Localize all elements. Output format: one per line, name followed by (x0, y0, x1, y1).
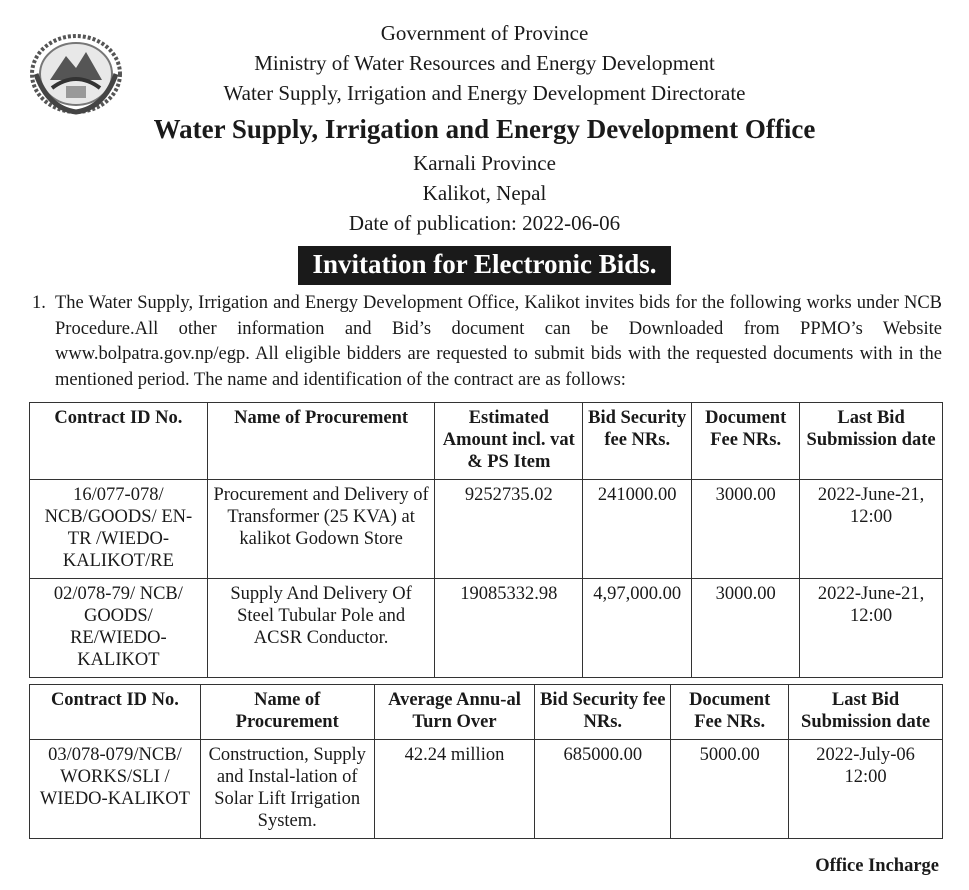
table-cell: 16/077-078/ NCB/GOODS/ EN-TR /WIEDO-KALIKOT/RE (30, 480, 208, 579)
publication-date: Date of publication: 2022-06-06 (348, 211, 621, 235)
works-contract-table (29, 684, 943, 839)
notice-banner: Invitation for Electronic Bids. (298, 246, 670, 285)
header-cell: Name of Procurement (200, 685, 374, 740)
header-cell: Bid Security fee NRs. (535, 685, 671, 740)
table-cell: 9252735.02 (435, 480, 583, 579)
goods-contract-table (29, 402, 943, 678)
ministry-line: Ministry of Water Resources and Energy Development (254, 51, 715, 75)
table-cell: 02/078-79/ NCB/ GOODS/ RE/WIEDO-KALIKOT (30, 579, 208, 678)
notice-paragraph (32, 291, 942, 393)
table-cell: 241000.00 (583, 480, 692, 579)
table-header-row (30, 685, 943, 740)
header-cell: Bid Security fee NRs. (583, 403, 692, 480)
header-cell: Contract ID No. (30, 685, 201, 740)
table-cell: 5000.00 (671, 740, 789, 839)
table-cell: 2022-July-06 12:00 (789, 740, 943, 839)
table-cell: 3000.00 (692, 480, 800, 579)
paragraph-text: The Water Supply, Irrigation and Energy Development Office, Kalikot invites bids for the following works under NCB Procedure.All other information and Bid’s document can be Downloaded from PPMO’s Website www.bolpatra.gov.np/egp. All eligible bidders are requested to submit bids with the requested documents with in the mentioned period. The name and identification of the contract are as follows: (55, 293, 942, 390)
header-cell: Name of Procurement (207, 403, 435, 480)
paragraph-number: 1. (32, 293, 46, 313)
table-cell: 19085332.98 (435, 579, 583, 678)
table-cell: 2022-June-21, 12:00 (800, 579, 943, 678)
province-line: Karnali Province (413, 151, 556, 175)
table-header-row (30, 403, 943, 480)
header-cell: Estimated Amount incl. vat & PS Item (435, 403, 583, 480)
header-cell: Document Fee NRs. (692, 403, 800, 480)
table-cell: 2022-June-21, 12:00 (800, 480, 943, 579)
header-cell: Average Annu-al Turn Over (374, 685, 535, 740)
government-line: Government of Province (380, 21, 589, 45)
header-cell: Last Bid Submission date (800, 403, 943, 480)
table-row (30, 740, 943, 839)
table-cell: 03/078-079/NCB/ WORKS/SLI / WIEDO-KALIKOT (30, 740, 201, 839)
table-cell: Supply And Delivery Of Steel Tubular Pole and ACSR Conductor. (207, 579, 435, 678)
letterhead (0, 0, 969, 285)
location-line: Kalikot, Nepal (422, 181, 547, 205)
header-cell: Document Fee NRs. (671, 685, 789, 740)
directorate-line: Water Supply, Irrigation and Energy Development Directorate (223, 81, 746, 105)
table-row (30, 480, 943, 579)
table-cell: 685000.00 (535, 740, 671, 839)
table-cell: Construction, Supply and Instal-lation of Solar Lift Irrigation System. (200, 740, 374, 839)
office-title: Water Supply, Irrigation and Energy Development Office (153, 114, 816, 144)
table-cell: Procurement and Delivery of Transformer (25 KVA) at kalikot Godown Store (207, 480, 435, 579)
table-cell: 4,97,000.00 (583, 579, 692, 678)
table-cell: 3000.00 (692, 579, 800, 678)
signature-line: Office Incharge (815, 856, 939, 876)
header-cell: Contract ID No. (30, 403, 208, 480)
table-cell: 42.24 million (374, 740, 535, 839)
table-row (30, 579, 943, 678)
header-cell: Last Bid Submission date (789, 685, 943, 740)
